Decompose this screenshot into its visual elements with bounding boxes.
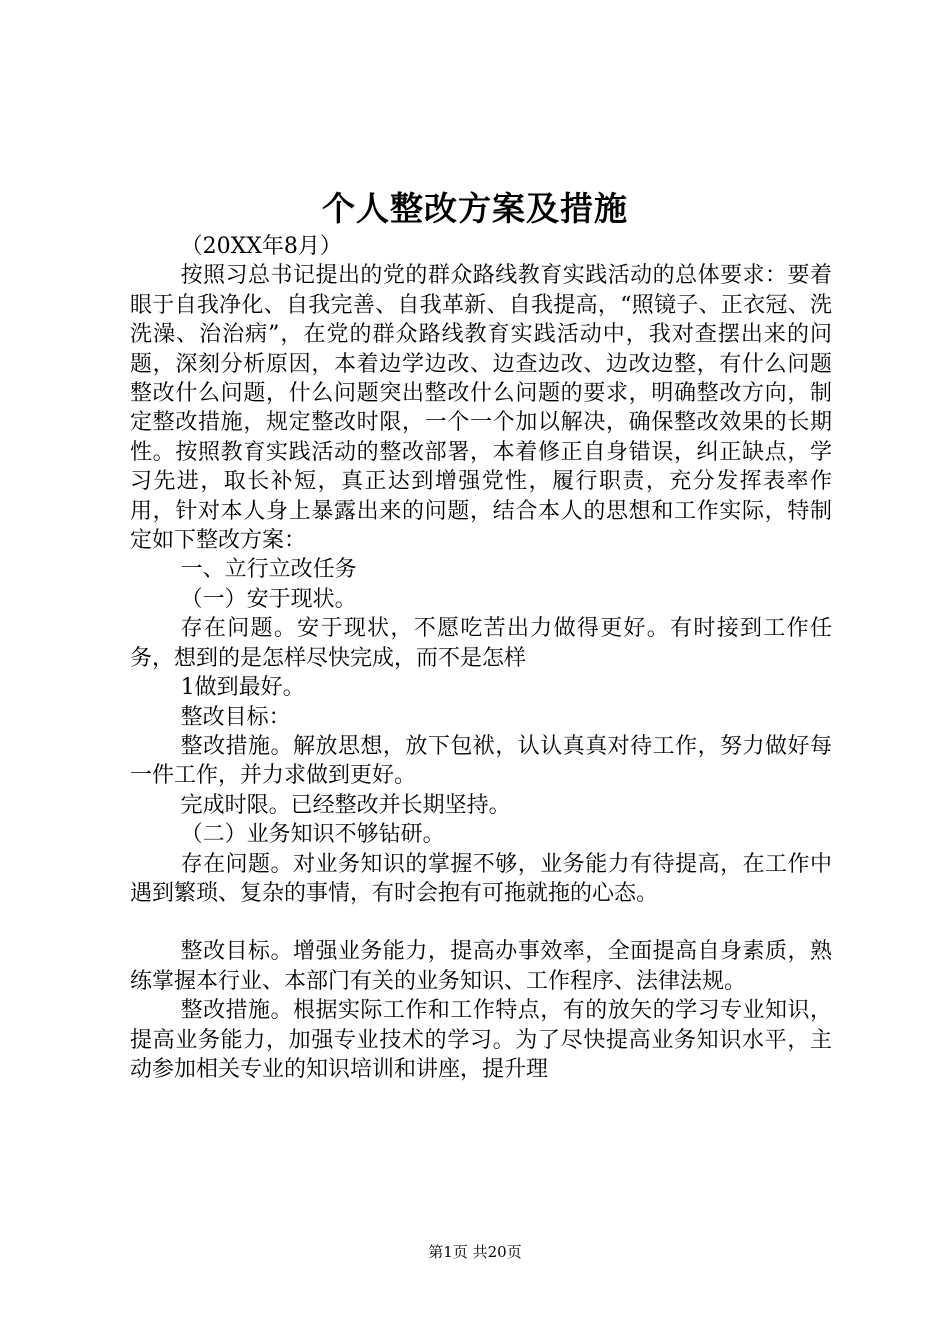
section-heading-1: 一、立行立改任务 (180, 557, 357, 583)
subsection-heading-1: （一）安于现状。 (180, 586, 357, 612)
paragraph-deadline-1: 完成时限。已经整改并长期坚持。 (180, 792, 511, 818)
paragraph-measures-2: 整改措施。根据实际工作和工作特点，有的放矢的学习专业知识，提高业务能力，加强专业技术的学习。为了尽快提高业务知识水平，主动参加相关专业的知识培训和讲座，提升理 (130, 998, 832, 1082)
document-title: 个人整改方案及措施 (322, 189, 628, 228)
paragraph-target-2: 整改目标。增强业务能力，提高办事效率，全面提高自身素质，熟练掌握本行业、本部门有关的业务知识、工作程序、法律法规。 (130, 939, 832, 994)
subsection-heading-2: （二）业务知识不够钻研。 (180, 822, 445, 848)
paragraph-target-1: 整改目标： (180, 704, 291, 730)
paragraph-intro: 按照习总书记提出的党的群众路线教育实践活动的总体要求：要着眼于自我净化、自我完善、自我革新、自我提高，“照镜子、正衣冠、洗洗澡、治治病”，在党的群众路线教育实践活动中，我对查摆出来的问题，深刻分析原因，本着边学边改、边查边改、边改边整，有什么问题整改什么问题，什么问题突出整改什么问题的要求，明确整改方向，制定整改措施，规定整改时限，一个一个加以解决，确保整改效果的长期性。按照教育实践活动的整改部署，本着修正自身错误，纠正缺点，学习先进，取长补短，真正达到增强党性，履行职责，充分发挥表率作用，针对本人身上暴露出来的问题，结合本人的思想和工作实际，特制定如下整改方案： (130, 263, 832, 554)
page-footer: 第1页 共20页 (428, 1243, 522, 1261)
paragraph-problem-2: 存在问题。对业务知识的掌握不够，业务能力有待提高，在工作中遇到繁琐、复杂的事情，有时会抱有可拖就拖的心态。 (130, 851, 832, 906)
paragraph-measures-1: 整改措施。解放思想，放下包袱，认认真真对待工作，努力做好每一件工作，并力求做到更好。 (130, 733, 832, 789)
blank-line (130, 908, 832, 937)
paragraph-continuation: 1做到最好。 (180, 675, 305, 701)
paragraph-problem-1: 存在问题。安于现状，不愿吃苦出力做得更好。有时接到工作任务，想到的是怎样尽快完成，而不是怎样 (130, 616, 832, 671)
document-body (130, 232, 832, 1084)
date-line: （20XX年8月） (180, 234, 342, 259)
